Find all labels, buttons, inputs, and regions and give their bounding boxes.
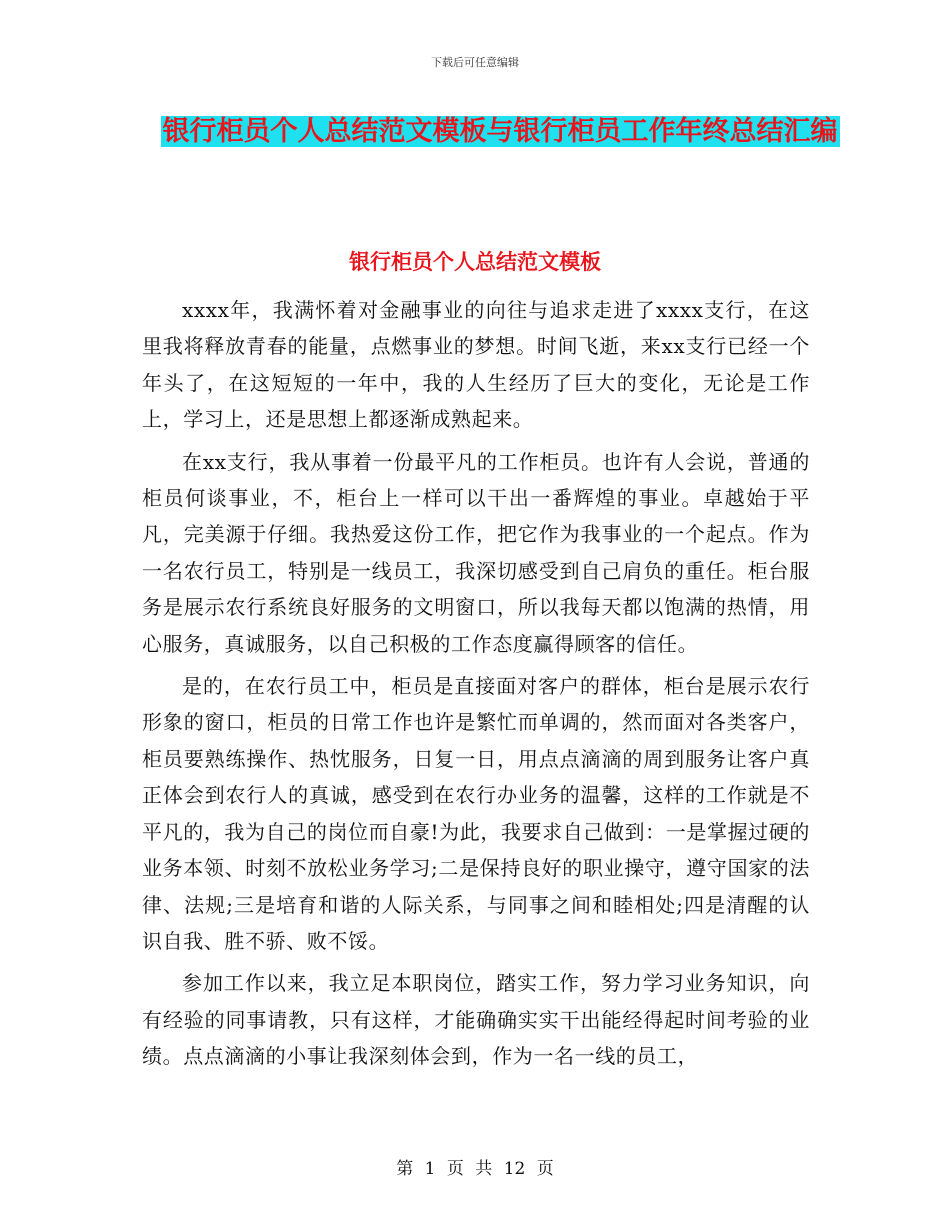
- body-paragraph: xxxx年，我满怀着对金融事业的向往与追求走进了xxxx支行，在这里我将释放青春的能量，点燃事业的梦想。时间飞逝，来xx支行已经一个年头了，在这短短的一年中，我的人生经历了巨大的变化，无论是工作上，学习上，还是思想上都逐渐成熟起来。: [142, 298, 810, 432]
- section-title: 银行柜员个人总结范文模板: [349, 249, 601, 274]
- body-paragraph: 是的，在农行员工中，柜员是直接面对客户的群体，柜台是展示农行形象的窗口，柜员的日常工作也许是繁忙而单调的，然而面对各类客户，柜员要熟练操作、热忱服务，日复一日，用点点滴滴的周到服务让客户真正体会到农行人的真诚，感受到在农行办业务的温馨，这样的工作就是不平凡的，我为自己的岗位而自豪!为此，我要求自己做到：一是掌握过硬的业务本领、时刻不放松业务学习;二是保持良好的职业操守，遵守国家的法律、法规;三是培育和谐的人际关系，与同事之间和睦相处;四是清醒的认识自我、胜不骄、败不馁。: [142, 674, 810, 953]
- page-header-note: 下载后可任意编辑: [431, 56, 519, 69]
- body-paragraph: 参加工作以来，我立足本职岗位，踏实工作，努力学习业务知识，向有经验的同事请教，只有这样，才能确确实实干出能经得起时间考验的业绩。点点滴滴的小事让我深刻体会到，作为一名一线的员工，: [142, 971, 810, 1069]
- document-title-text: 银行柜员个人总结范文模板与银行柜员工作年终总结汇编: [162, 116, 838, 147]
- document-body: [142, 292, 810, 1081]
- page-number-footer: 第 1 页 共 12 页: [396, 1159, 554, 1179]
- body-paragraph: 在xx支行，我从事着一份最平凡的工作柜员。也许有人会说，普通的柜员何谈事业，不，柜台上一样可以干出一番辉煌的事业。卓越始于平凡，完美源于仔细。我热爱这份工作，把它作为我事业的一个起点。作为一名农行员工，特别是一线员工，我深切感受到自己肩负的重任。柜台服务是展示农行系统良好服务的文明窗口，所以我每天都以饱满的热情，用心服务，真诚服务，以自己积极的工作态度赢得顾客的信任。: [142, 449, 810, 656]
- document-title: [150, 108, 850, 156]
